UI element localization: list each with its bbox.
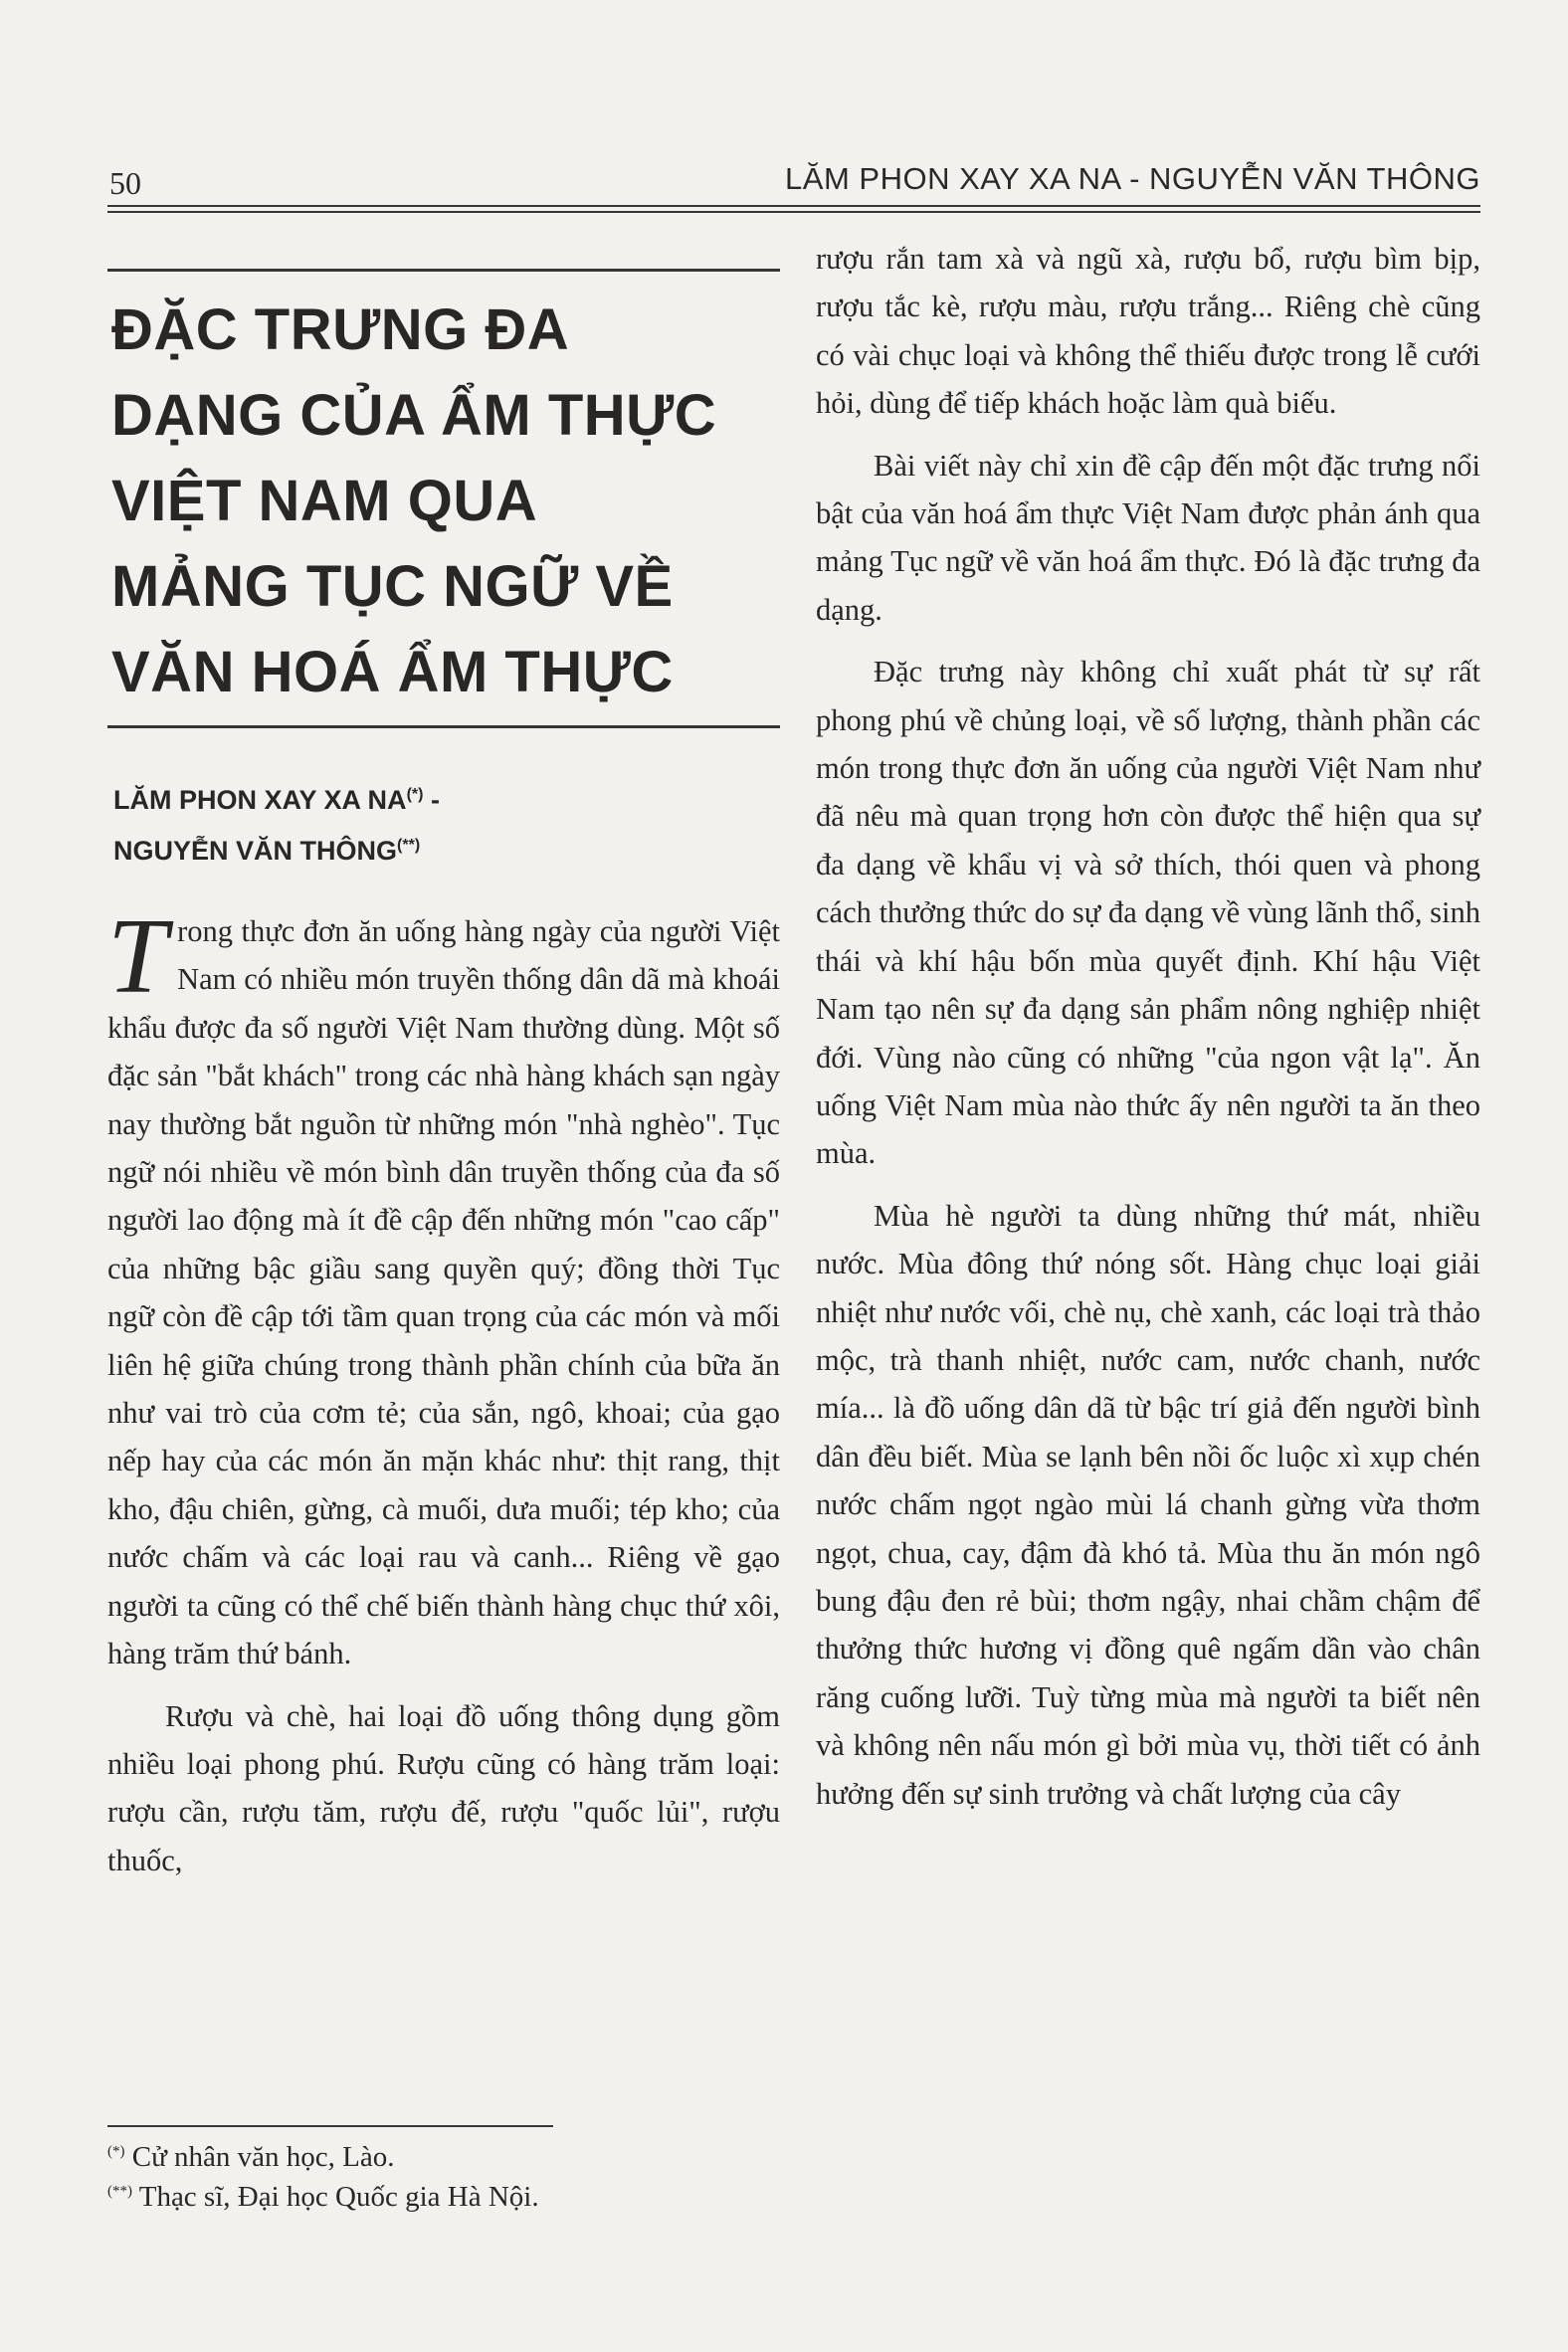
body-paragraph: Mùa hè người ta dùng những thứ mát, nhiều nước. Mùa đông thứ nóng sốt. Hàng chục loại giải nhiệt như nước vối, chè nụ, chè xanh, các loại trà thảo mộc, trà thanh nhiệt, nước cam, nước chanh, nước mía... là đồ uống dân dã từ bậc trí giả đến người bình dân đều biết. Mùa se lạnh bên nồi ốc luộc xì xụp chén nước chấm ngọt ngào mùi lá chanh gừng vừa thơm ngọt, chua, cay, đậm đà khó tả. Mùa thu ăn món ngô bung đậu đen rẻ bùi; thơm ngậy, nhai chầm chậm để thưởng thức hương vị đồng quê ngấm dần vào chân răng cuống lưỡi. Tuỳ từng mùa mà người ta biết nên và không nên nấu món gì bởi mùa vụ, thời tiết có ảnh hưởng đến sự sinh trưởng và chất lượng của cây [816,1198,1480,1811]
footnote-text: Thạc sĩ, Đại học Quốc gia Hà Nội. [132,2181,539,2213]
footnote [107,2141,395,2174]
authors [113,772,780,874]
left-column [107,269,780,1884]
title-rule-top [107,269,780,272]
author-separator: - [423,785,440,815]
body-paragraph: Bài viết này chỉ xin đề cập đến một đặc trưng nổi bật của văn hoá ẩm thực Việt Nam được phản ánh qua mảng Tục ngữ về văn hoá ẩm thực. Đó là đặc trưng đa dạng. [816,448,1480,627]
author-line-2 [113,823,780,874]
article-title [111,288,780,715]
title-line: MẢNG TỤC NGỮ VỀ [111,554,674,619]
footnote-rule [107,2125,553,2127]
footnote-mark: (*) [107,2143,125,2160]
body-paragraph: Đặc trưng này không chỉ xuất phát từ sự rất phong phú về chủng loại, về số lượng, thành phần các món trong thực đơn ăn uống của người Việt Nam như đã nêu mà quan trọng hơn còn được thể hiện qua sự đa dạng về khẩu vị và sở thích, thói quen và phong cách thưởng thức do sự đa dạng về vùng lãnh thổ, sinh thái và khí hậu bốn mùa quyết định. Khí hậu Việt Nam tạo nên sự đa dạng sản phẩm nông nghiệp nhiệt đới. Vùng nào cũng có những "của ngon vật lạ". Ăn uống Việt Nam mùa nào thức ấy nên người ta ăn theo mùa. [816,655,1480,1171]
header-rule [107,205,1480,207]
title-rule-bottom [107,725,780,728]
body-paragraph: rượu rắn tam xà và ngũ xà, rượu bổ, rượu bìm bịp, rượu tắc kè, rượu màu, rượu trắng... Riêng chè cũng có vài chục loại và không thể thiếu được trong lễ cưới hỏi, dùng để tiếp khách hoặc làm quà biếu. [816,242,1480,421]
footnote-text: Cử nhân văn học, Lào. [124,2141,395,2173]
opening-paragraph-block [107,897,780,1678]
body-paragraph: Rượu và chè, hai loại đồ uống thông dụng gồm nhiều loại phong phú. Rượu cũng có hàng trăm loại: rượu cần, rượu tăm, rượu đế, rượu "quốc lủi", rượu thuốc, [107,1698,780,1877]
drop-cap: T [107,897,168,1016]
body-paragraph: rong thực đơn ăn uống hàng ngày của người Việt Nam có nhiều món truyền thống dân dã mà khoái khẩu được đa số người Việt Nam thường dùng. Một số đặc sản "bắt khách" trong các nhà hàng khách sạn ngày nay thường bắt nguồn từ những món "nhà nghèo". Tục ngữ nói nhiều về món bình dân truyền thống của đa số người lao động mà ít đề cập đến những món "cao cấp" của những bậc giầu sang quyền quý; đồng thời Tục ngữ còn đề cập tới tầm quan trọng của các món và mối liên hệ giữa chúng trong thành phần chính của bữa ăn như vai trò của cơm tẻ; của sắn, ngô, khoai; của gạo nếp hay của các món ăn mặn khác như: thịt rang, thịt kho, đậu chiên, gừng, cà muối, dưa muối; tép kho; của nước chấm và các loại rau và canh... Riêng về gạo người ta cũng có thể chế biến thành hàng chục thứ xôi, hàng trăm thứ bánh. [107,914,780,1671]
footnote [107,2181,539,2214]
title-line: VIỆT NAM QUA [111,469,538,533]
author-name: NGUYỄN VĂN THÔNG [113,836,398,866]
page-number: 50 [109,165,141,201]
title-line: ĐẶC TRƯNG ĐA [111,297,570,362]
footnote-mark: (*) [406,786,424,803]
author-name: LĂM PHON XAY XA NA [113,785,407,815]
author-line-1 [113,772,780,823]
footnote-mark: (**) [107,2183,132,2200]
running-header: LĂM PHON XAY XA NA - NGUYỄN VĂN THÔNG [785,161,1480,196]
footnote-mark: (**) [397,837,421,854]
header-rule-secondary [107,211,1480,213]
title-line: VĂN HOÁ ẨM THỰC [111,640,674,704]
title-line: DẠNG CỦA ẨM THỰC [111,383,717,448]
right-column [816,235,1480,1818]
